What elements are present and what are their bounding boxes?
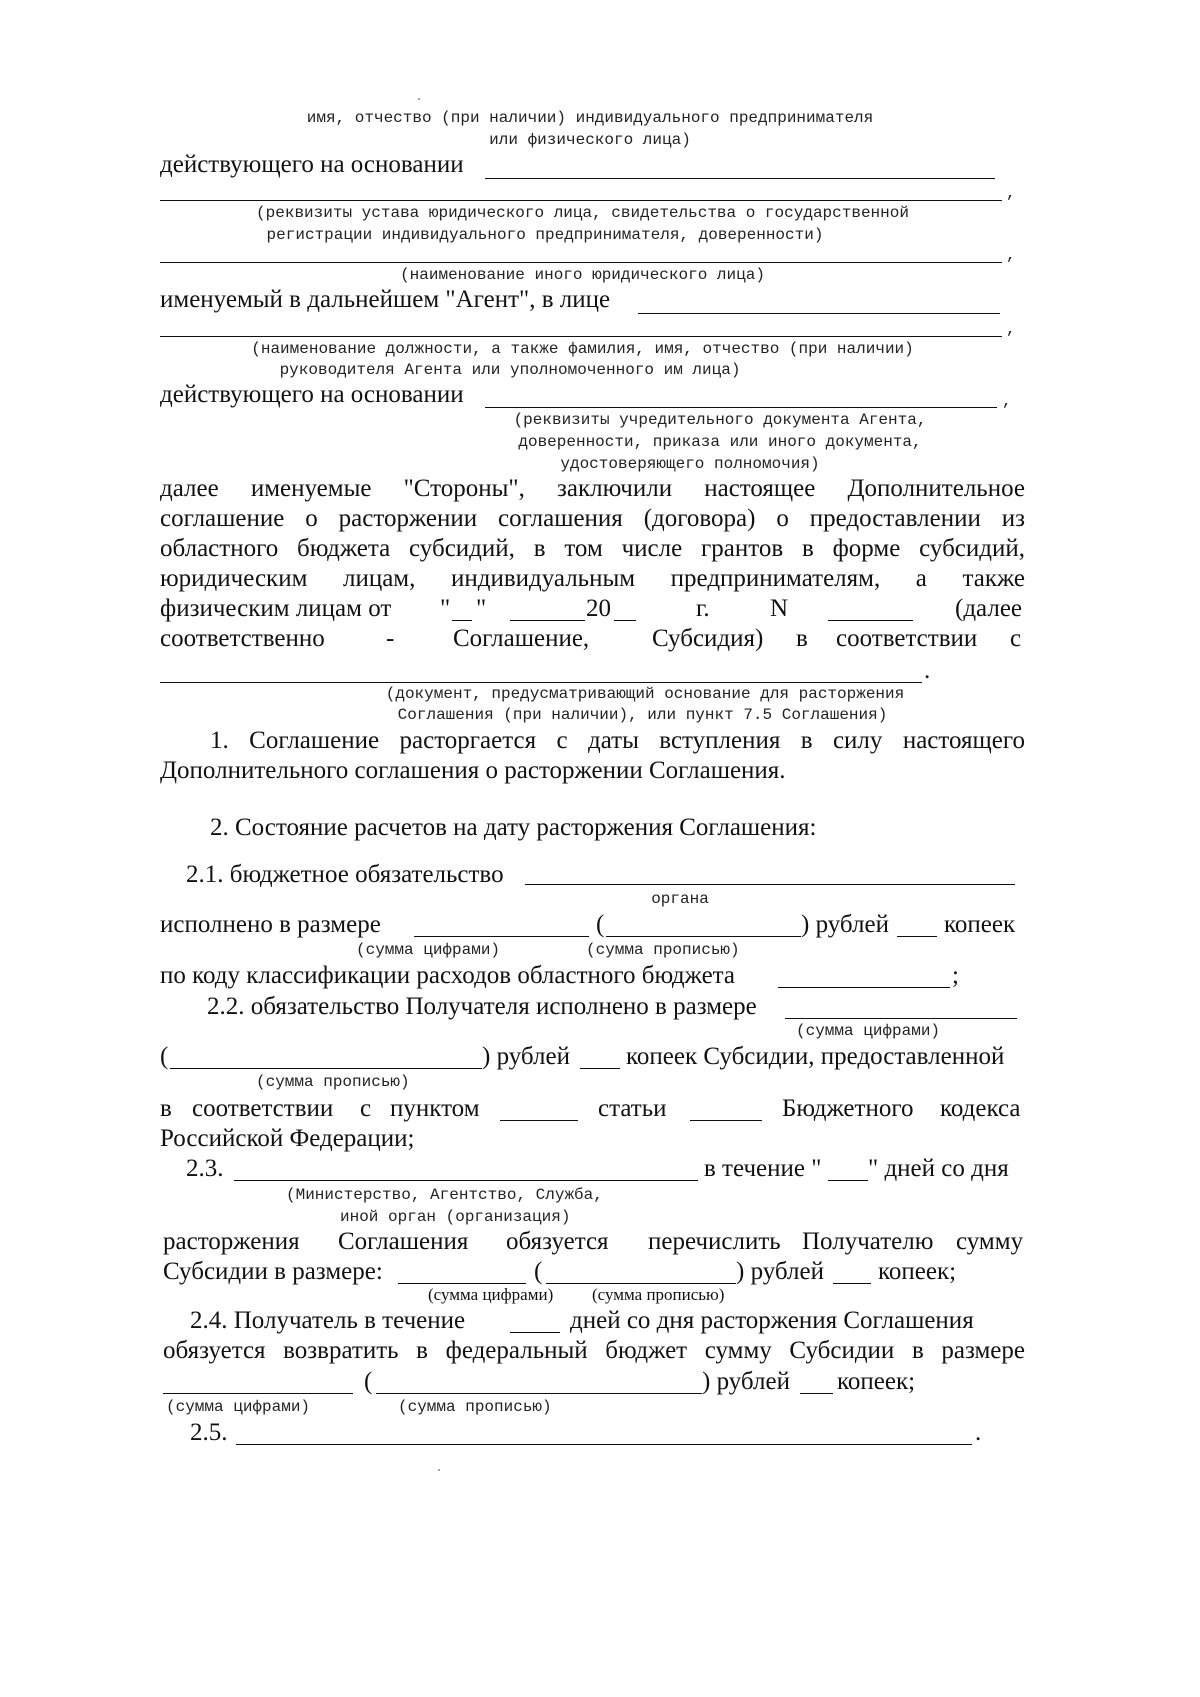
sum-words-caption: (сумма прописью) — [256, 1073, 410, 1091]
doc-caption-line-1: (документ, предусматривающий основание для расторжения — [385, 685, 905, 703]
kopecks-blank[interactable] — [800, 1393, 833, 1394]
during-label: в течение " — [704, 1155, 822, 1182]
clause-2-2-line-4: Российской Федерации; — [160, 1125, 415, 1152]
year-blank[interactable] — [614, 620, 636, 621]
preamble-line-3: областного бюджета субсидий, в том числе грантов в форме субсидий, — [160, 535, 1025, 562]
agent-basis-caption-line-2: доверенности, приказа или иного документа, — [518, 433, 922, 451]
other-entity-caption: (наименование иного юридического лица) — [400, 266, 765, 284]
preamble-word: в — [796, 625, 808, 652]
scan-speck — [438, 1469, 440, 1471]
clause-2-2-word: Бюджетного — [782, 1095, 914, 1122]
clause-2-3-label: 2.3. — [186, 1155, 224, 1182]
number-sign: N — [770, 595, 789, 622]
clause-2-2-word: пунктом — [390, 1095, 480, 1122]
clause-1-line-2: Дополнительного соглашения о расторжении Соглашения. — [160, 757, 786, 784]
rubles-label: ) рублей — [736, 1258, 824, 1285]
return-days-blank[interactable] — [510, 1332, 560, 1333]
paren-open: ( — [596, 911, 605, 938]
sum-digits-caption: (сумма цифрами) — [356, 941, 501, 959]
kbk-label: по коду классификации расходов областного бюджета — [160, 962, 735, 989]
sum-digits-caption: (сумма цифрами) — [166, 1398, 311, 1416]
clause-2-2-word: соответствии — [192, 1095, 334, 1122]
clause-2-4-line-1a: 2.4. Получатель в течение — [190, 1307, 466, 1334]
clause-2-3-word: Соглашения — [338, 1228, 469, 1255]
kopecks-blank[interactable] — [833, 1283, 871, 1284]
agent-label: именуемый в дальнейшем "Агент", в лице — [160, 286, 611, 313]
clause-2-3-word: перечислить — [648, 1228, 781, 1255]
rubles-label: ) рублей — [801, 911, 889, 938]
kopecks-label: копеек; — [878, 1258, 957, 1285]
position-caption-line-1: (наименование должности, а также фамилия, имя, отчество (при наличии) — [251, 340, 914, 358]
amount-label: Субсидии в размере: — [163, 1258, 383, 1285]
preamble-line-5-end: (далее — [955, 595, 1023, 622]
basis-caption-line-1: (реквизиты устава юридического лица, свидетельства о государственной — [256, 204, 909, 222]
org-caption-line-1: (Министерство, Агентство, Служба, — [286, 1186, 603, 1204]
period: . — [924, 657, 931, 684]
preamble-word: соответственно — [160, 625, 325, 652]
kbk-blank[interactable] — [778, 987, 950, 988]
clause-1-line-1: 1. Соглашение расторгается с даты вступления в силу настоящего — [210, 727, 1025, 754]
year-suffix: г. — [696, 595, 710, 622]
return-sum-digits-blank[interactable] — [163, 1393, 353, 1394]
clause-2-5-label: 2.5. — [190, 1419, 228, 1446]
recipient-sum-digits-blank[interactable] — [785, 1018, 1017, 1019]
comma: , — [1006, 246, 1016, 264]
preamble-word: с — [1010, 625, 1022, 652]
kopecks-blank[interactable] — [580, 1068, 620, 1069]
agent-person-blank[interactable] — [638, 313, 1000, 314]
basis-caption-line-2: регистрации индивидуального предпринимателя, доверенности) — [266, 226, 824, 244]
clause-2-title: 2. Состояние расчетов на дату расторжения Соглашения: — [210, 814, 817, 841]
clause-2-2-word: статьи — [598, 1095, 667, 1122]
other-entity-blank[interactable] — [160, 262, 1002, 263]
kopecks-label: копеек — [944, 911, 1016, 938]
preamble-line-5-start: физическим лицам от — [160, 595, 392, 622]
clause-2-5-blank[interactable] — [236, 1444, 972, 1445]
sum-words-blank[interactable] — [606, 936, 801, 937]
budget-obligation-blank[interactable] — [525, 884, 1015, 885]
year-prefix: 20 — [586, 595, 611, 622]
days-blank[interactable] — [828, 1180, 868, 1181]
preamble-line-2: соглашение о расторжении соглашения (договора) о предоставлении из — [160, 505, 1025, 532]
quote-close: " — [476, 595, 487, 622]
rubles-label: ) рублей — [482, 1043, 570, 1070]
acting-basis-label: действующего на основании — [160, 151, 464, 178]
clause-2-3-word: сумму — [956, 1228, 1024, 1255]
comma: , — [1002, 392, 1012, 410]
preamble-line-4: юридическим лицам, индивидуальным предпринимателям, а также — [160, 565, 1025, 592]
comma: , — [1006, 184, 1016, 202]
sum-digits-caption: (сумма цифрами) — [428, 1285, 554, 1304]
fio-caption-line-1: имя, отчество (при наличии) индивидуального предпринимателя — [306, 109, 874, 127]
clause-2-1-label: 2.1. бюджетное обязательство — [186, 861, 504, 888]
days-label: " дней со дня — [868, 1155, 1009, 1182]
sum-digits-caption: (сумма цифрами) — [796, 1022, 941, 1040]
clause-2-2-word: в — [160, 1095, 172, 1122]
clause-2-2-word: кодекса — [940, 1095, 1021, 1122]
semicolon: ; — [952, 962, 959, 989]
day-blank[interactable] — [452, 620, 472, 621]
quote-open: " — [440, 595, 451, 622]
rubles-label: ) рублей — [702, 1368, 790, 1395]
preamble-line-1: далее именуемые "Стороны", заключили настоящее Дополнительное — [160, 475, 1025, 502]
recipient-sum-words-blank[interactable] — [170, 1068, 482, 1069]
clause-2-4-line-2: обязуется возвратить в федеральный бюджет сумму Субсидии в размере — [163, 1337, 1025, 1364]
position-caption-line-2: руководителя Агента или уполномоченного им лица) — [279, 361, 741, 379]
preamble-word: Соглашение, — [453, 625, 590, 652]
paren-open: ( — [160, 1043, 169, 1070]
sum-digits-blank[interactable] — [414, 936, 589, 937]
number-blank[interactable] — [828, 620, 913, 621]
comma: , — [1006, 320, 1016, 338]
legal-basis-blank[interactable] — [160, 682, 922, 683]
preamble-dash: - — [386, 625, 395, 652]
paren-open: ( — [364, 1368, 373, 1395]
fio-caption-line-2: или физического лица) — [489, 131, 691, 149]
paren-open: ( — [534, 1258, 543, 1285]
sum-words-caption: (сумма прописью) — [398, 1398, 552, 1416]
transfer-sum-digits-blank[interactable] — [398, 1283, 526, 1284]
month-blank[interactable] — [510, 620, 585, 621]
scan-speck — [418, 98, 420, 100]
agent-acting-basis-label: действующего на основании — [160, 381, 464, 408]
executed-label: исполнено в размере — [160, 911, 381, 938]
sum-words-caption: (сумма прописью) — [592, 1285, 725, 1304]
kopecks-blank[interactable] — [897, 936, 937, 937]
organ-caption: органа — [651, 890, 709, 908]
return-sum-words-blank[interactable] — [376, 1393, 702, 1394]
agent-position-blank[interactable] — [160, 336, 1002, 337]
doc-caption-line-2: Соглашения (при наличии), или пункт 7.5 Соглашения) — [397, 706, 888, 724]
basis-details-blank[interactable] — [160, 200, 1002, 201]
kopecks-subsidy-text: копеек Субсидии, предоставленной — [626, 1043, 1005, 1070]
agent-basis-caption-line-3: удостоверяющего полномочия) — [560, 455, 820, 473]
acting-basis-blank[interactable] — [485, 178, 995, 179]
article-number-blank[interactable] — [690, 1120, 762, 1121]
agent-basis-caption-line-1: (реквизиты учредительного документа Агента, — [513, 411, 927, 429]
clause-2-3-word: расторжения — [163, 1228, 300, 1255]
sum-words-caption: (сумма прописью) — [586, 941, 740, 959]
clause-2-4-line-1b: дней со дня расторжения Соглашения — [570, 1307, 974, 1334]
transfer-sum-words-blank[interactable] — [546, 1283, 736, 1284]
kopecks-label: копеек; — [837, 1368, 916, 1395]
preamble-word: Субсидия) — [652, 625, 764, 652]
preamble-word: соответствии — [836, 625, 978, 652]
clause-2-3-word: обязуется — [506, 1228, 609, 1255]
org-caption-line-2: иной орган (организация) — [340, 1208, 571, 1226]
paragraph-number-blank[interactable] — [500, 1120, 578, 1121]
clause-2-2-label: 2.2. обязательство Получателя исполнено в размере — [207, 993, 757, 1020]
clause-2-3-word: Получателю — [802, 1228, 934, 1255]
agent-basis-blank[interactable] — [485, 407, 997, 408]
organ-name-blank[interactable] — [234, 1180, 698, 1181]
clause-2-2-word: с — [360, 1095, 372, 1122]
period: . — [975, 1419, 982, 1446]
